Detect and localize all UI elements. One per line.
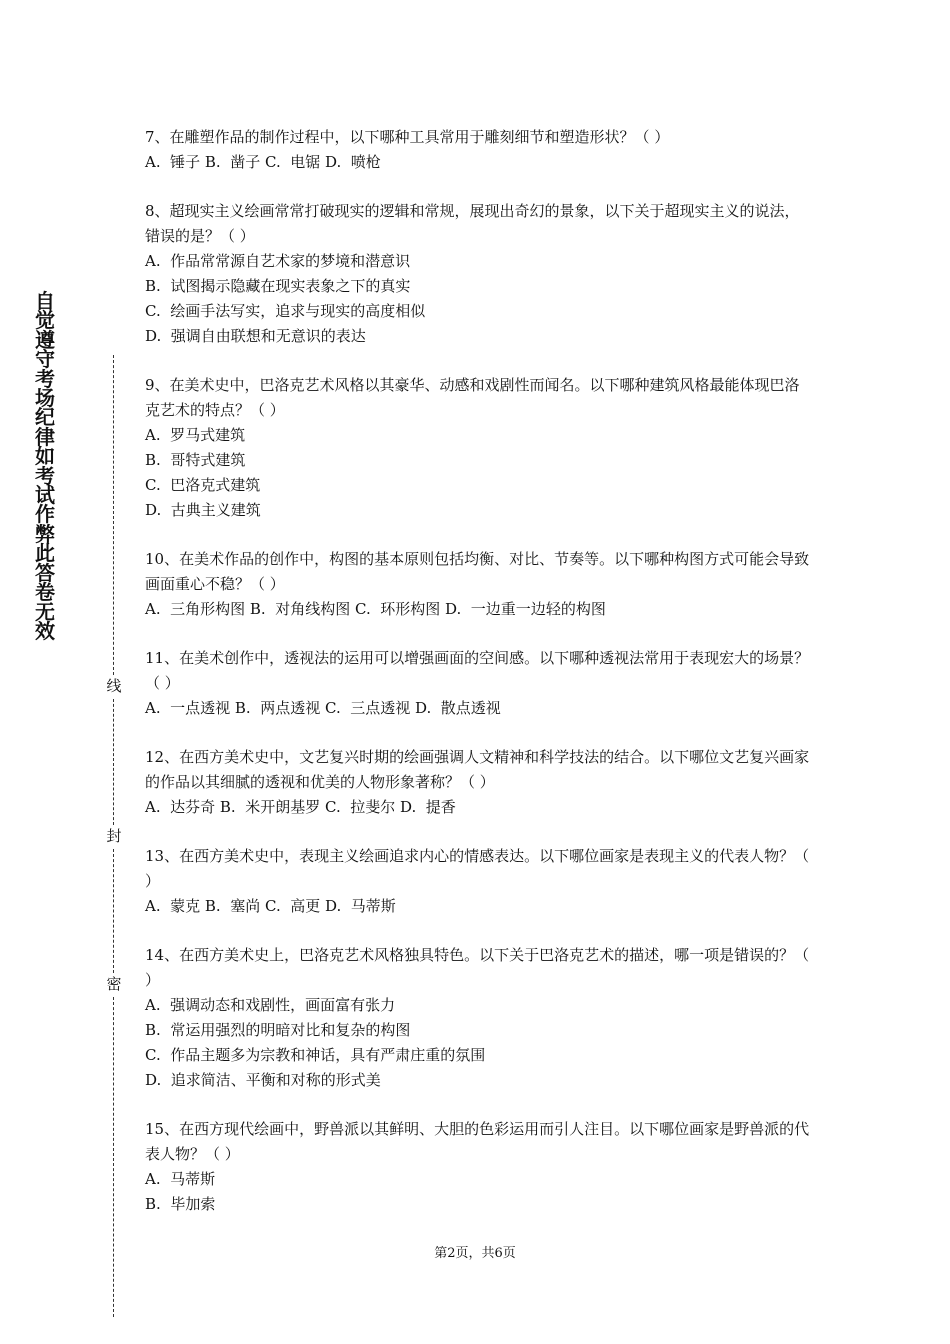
- question-text: 7、在雕塑作品的制作过程中，以下哪种工具常用于雕刻细节和塑造形状？（ ）: [145, 128, 670, 146]
- option-a: A. 马蒂斯: [145, 1170, 216, 1188]
- question-13: [145, 844, 813, 919]
- binding-mark-secret: 密: [104, 975, 124, 993]
- question-9: [145, 373, 813, 523]
- option-a: A. 强调动态和戏剧性，画面富有张力: [145, 996, 396, 1014]
- binding-dash-segment: [113, 355, 114, 675]
- question-text: 15、在西方现代绘画中，野兽派以其鲜明、大胆的色彩运用而引人注目。以下哪位画家是野兽派的代表人物？（ ）: [145, 1120, 810, 1163]
- question-text: 14、在西方美术史上，巴洛克艺术风格独具特色。以下关于巴洛克艺术的描述，哪一项是错误的？（ ）: [145, 946, 810, 989]
- question-11: [145, 646, 813, 721]
- question-text: 12、在西方美术史中，文艺复兴时期的绘画强调人文精神和科学技法的结合。以下哪位文艺复兴画家的作品以其细腻的透视和优美的人物形象著称？（ ）: [145, 748, 810, 791]
- option-c: C. 巴洛克式建筑: [145, 476, 261, 494]
- question-list: [145, 125, 813, 1241]
- option-d: D. 古典主义建筑: [145, 501, 261, 519]
- option-c: C. 绘画手法写实，追求与现实的高度相似: [145, 302, 426, 320]
- question-14: [145, 943, 813, 1093]
- question-7: [145, 125, 813, 175]
- binding-dash-segment: [113, 997, 114, 1317]
- binding-mark-line: 线: [104, 677, 124, 695]
- option-b: B. 常运用强烈的明暗对比和复杂的构图: [145, 1021, 411, 1039]
- question-options: A. 锤子 B. 凿子 C. 电锯 D. 喷枪: [145, 153, 381, 171]
- option-b: B. 哥特式建筑: [145, 451, 246, 469]
- option-d: D. 强调自由联想和无意识的表达: [145, 327, 366, 345]
- question-12: [145, 745, 813, 820]
- question-text: 9、在美术史中，巴洛克艺术风格以其豪华、动感和戏剧性而闻名。以下哪种建筑风格最能体现巴洛克艺术的特点？（ ）: [145, 376, 800, 419]
- question-8: [145, 199, 813, 349]
- question-text: 8、超现实主义绘画常常打破现实的逻辑和常规，展现出奇幻的景象，以下关于超现实主义的说法，错误的是？（ ）: [145, 202, 800, 245]
- question-options: A. 三角形构图 B. 对角线构图 C. 环形构图 D. 一边重一边轻的构图: [145, 600, 606, 618]
- exam-discipline-warning: 自觉遵守考场纪律如考试作弊此答卷无效: [35, 289, 55, 643]
- question-text: 13、在西方美术史中，表现主义绘画追求内心的情感表达。以下哪位画家是表现主义的代表人物？（ ）: [145, 847, 810, 890]
- question-15: [145, 1117, 813, 1217]
- question-options: A. 蒙克 B. 塞尚 C. 高更 D. 马蒂斯: [145, 897, 396, 915]
- question-10: [145, 547, 813, 622]
- binding-mark-seal: 封: [104, 827, 124, 845]
- binding-dash-segment: [113, 699, 114, 825]
- option-b: B. 毕加索: [145, 1195, 216, 1213]
- question-options: A. 达芬奇 B. 米开朗基罗 C. 拉斐尔 D. 提香: [145, 798, 456, 816]
- page-number: 第2页，共6页: [434, 1246, 516, 1261]
- question-options: A. 一点透视 B. 两点透视 C. 三点透视 D. 散点透视: [145, 699, 501, 717]
- binding-dash-segment: [113, 849, 114, 973]
- question-text: 11、在美术创作中，透视法的运用可以增强画面的空间感。以下哪种透视法常用于表现宏大的场景？（ ）: [145, 649, 810, 692]
- option-a: A. 作品常常源自艺术家的梦境和潜意识: [145, 252, 411, 270]
- question-text: 10、在美术作品的创作中，构图的基本原则包括均衡、对比、节奏等。以下哪种构图方式可能会导致画面重心不稳？（ ）: [145, 550, 810, 593]
- binding-line: [104, 355, 124, 1317]
- option-c: C. 作品主题多为宗教和神话，具有严肃庄重的氛围: [145, 1046, 486, 1064]
- option-d: D. 追求简洁、平衡和对称的形式美: [145, 1071, 381, 1089]
- option-a: A. 罗马式建筑: [145, 426, 246, 444]
- option-b: B. 试图揭示隐藏在现实表象之下的真实: [145, 277, 411, 295]
